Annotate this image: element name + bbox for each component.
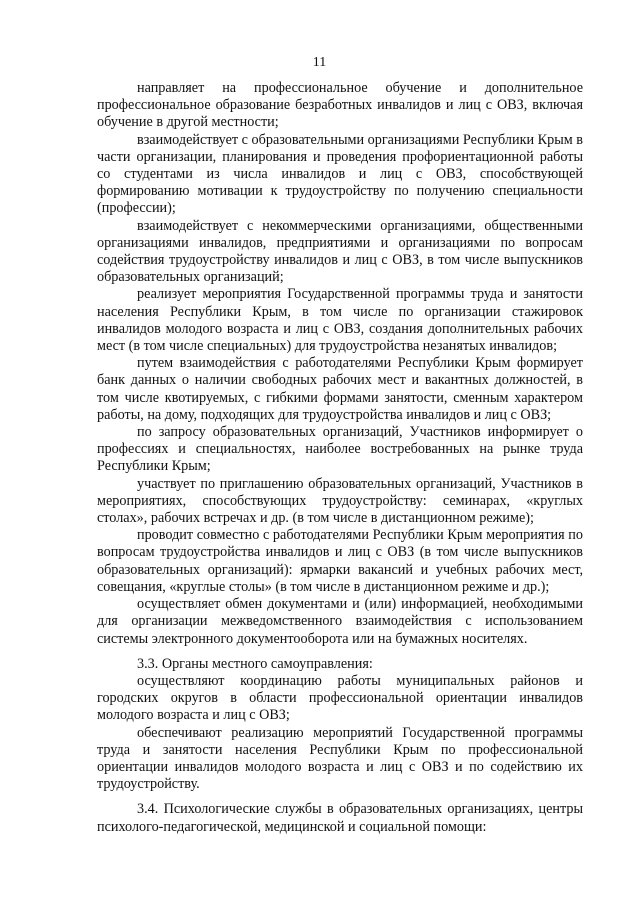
section-heading-3-4: 3.4. Психологические службы в образовательных организациях, центры психолого-педагогической, медицинской и социальной помощи:: [97, 801, 583, 835]
section-heading-3-3: 3.3. Органы местного самоуправления:: [137, 655, 373, 672]
paragraph-coordination: осуществляют координацию работы муниципальных районов и городских округов в области профессиональной ориентации инвалидов молодого возраста и лиц с ОВЗ;: [97, 672, 583, 724]
section-gap: [97, 648, 583, 656]
paragraph-participation-events: участвует по приглашению образовательных организаций, Участников в мероприятиях, способствующих трудоустройству: семинарах, «круглых столах», рабочих встречах и др. (в том числе в дистанционном режиме);: [97, 475, 583, 527]
paragraph-interaction-educational-orgs: взаимодействует с образовательными организациями Республики Крым в части организации, планирования и проведения профориентационной работы со студентами из числа инвалидов и лиц с ОВЗ, способствующей формированию мотивации к трудоустройству по получению специальности (профессии);: [97, 131, 583, 217]
paragraph-interaction-nonprofits: взаимодействует с некоммерческими организациями, общественными организациями инвалидов, предприятиями и организациями по вопросам содействия трудоустройству инвалидов и лиц с ОВЗ, в том числе выпускников образовательных организаций;: [97, 217, 583, 286]
paragraph-information-professions: по запросу образовательных организаций, Участников информирует о профессиях и специальностях, наиболее востребованных на рынке труда Республики Крым;: [97, 424, 583, 475]
document-body: [97, 80, 583, 836]
paragraph-document-exchange: осуществляет обмен документами и (или) информацией, необходимыми для организации межведомственного взаимодействия с использованием системы электронного документооборота или на бумажных носителях.: [97, 596, 583, 647]
section-gap: [97, 793, 583, 801]
paragraph-referral-training: направляет на профессиональное обучение и дополнительное профессиональное образование безработных инвалидов и лиц с ОВЗ, включая обучение в другой местности;: [97, 80, 583, 131]
paragraph-joint-events: проводит совместно с работодателями Республики Крым мероприятия по вопросам трудоустройства инвалидов и лиц с ОВЗ (в том числе выпускников образовательных организаций): ярмарки вакансий и учебных рабочих мест, совещания, «круглые столы» (в том числе в дистанционном режиме и др.);: [97, 527, 583, 595]
paragraph-vacancy-databank: путем взаимодействия с работодателями Республики Крым формирует банк данных о наличии свободных рабочих мест и вакантных должностей, в том числе квотируемых, с гибкими формами занятости, сменным характером работы, на дому, подходящих для трудоустройства инвалидов и лиц с ОВЗ;: [97, 355, 583, 423]
paragraph-implementation: обеспечивают реализацию мероприятий Государственной программы труда и занятости населения Республики Крым по профессиональной ориентации инвалидов молодого возраста и лиц с ОВЗ и по содействию их трудоустройству.: [97, 724, 583, 793]
paragraph-state-program: реализует мероприятия Государственной программы труда и занятости населения Республики Крым, в том числе по организации стажировок инвалидов молодого возраста и лиц с ОВЗ, создания дополнительных рабочих мест (в том числе специальных) для трудоустройства незанятых инвалидов;: [97, 286, 583, 355]
page-number: 11: [312, 55, 327, 70]
